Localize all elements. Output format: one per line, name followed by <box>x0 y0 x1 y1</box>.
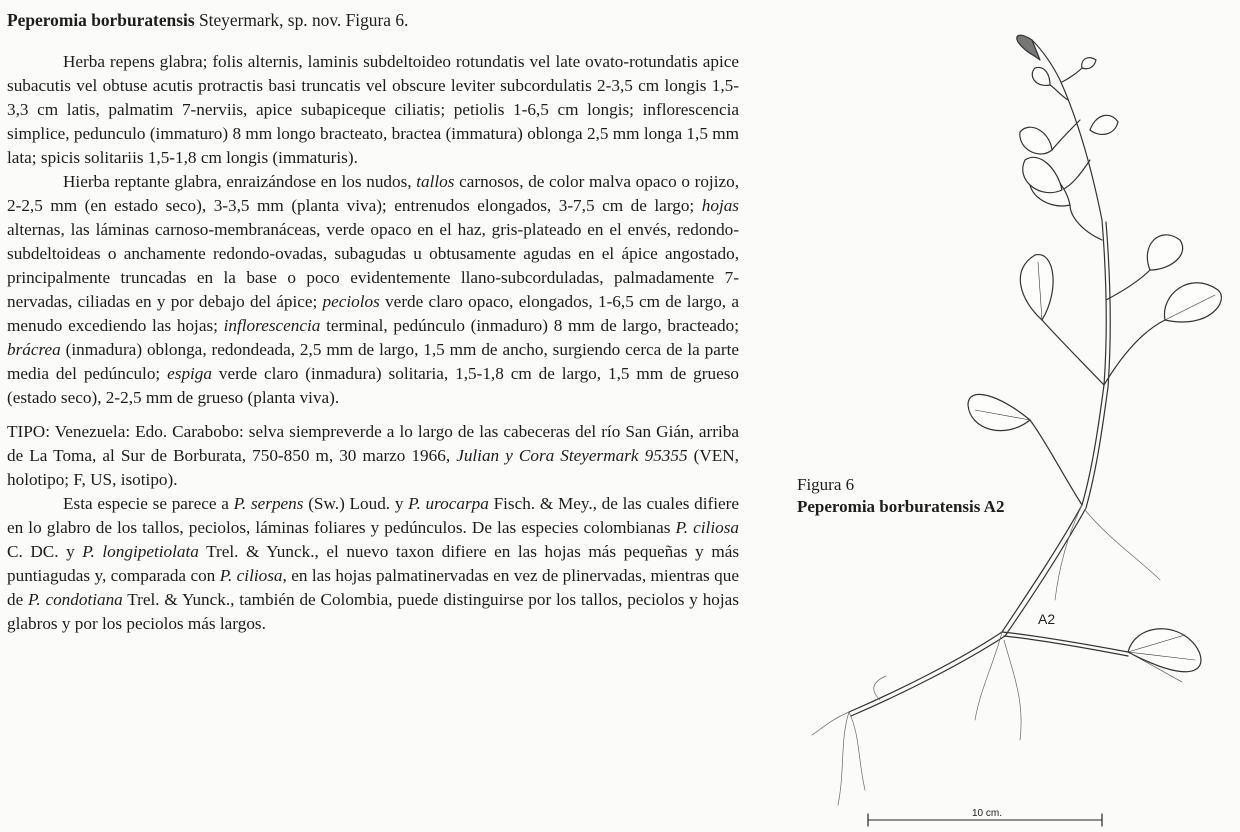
species-heading <box>7 8 739 32</box>
term-hojas: hojas <box>701 196 739 215</box>
plant-drawing <box>800 20 1240 832</box>
species-name: Peperomia borburatensis <box>7 10 195 30</box>
spanish-text-1: Hierba reptante glabra, enraizándose en los nudos, <box>63 172 417 191</box>
latin-description: Herba repens glabra; folis alternis, laminis subdeltoideo rotundatis vel late ovato-rotundatis apice subacutis vel obtuse acutis protractis basi truncatis vel obscure leviter subcordulatis 2-3,5 cm longis 1,5-3,3 cm latis, palmatim 7-nerviis, apice subapiceque ciliatis; petiolis 1-6,5 cm longis; inflorescencia simplice, pedunculo (immaturo) 8 mm longo bracteato, bractea (immatura) oblonga 2,5 mm longa 1,5 mm lata; spicis solitariis 1,5-1,8 cm longis (immaturis). <box>7 52 739 167</box>
species-authority: Steyermark, sp. nov. Figura 6. <box>194 10 409 30</box>
tipo-text-1: : Venezuela: Edo. Carabobo: selva siempreverde a lo largo de las cabeceras del río San Gián, arriba de La Toma, al Sur de Borburata, 750-850 m, 30 marzo 1966, <box>7 422 739 465</box>
figure-title: Peperomia borburatensis A2 <box>797 497 1005 516</box>
scale-bar <box>868 808 1102 826</box>
comparison-text-3: Fisch. & Mey., de las cuales difiere en lo glabro de los tallos, peciolos, láminas foliares y pedúnculos. De las especies colombianas <box>7 494 739 537</box>
term-bractea: brácrea <box>7 340 61 359</box>
node-label: A2 <box>1038 611 1056 627</box>
leaf-lower-right <box>1128 629 1201 672</box>
leaf-right-3 <box>1090 115 1118 134</box>
leaf-right-2 <box>1147 235 1182 270</box>
comparison-text-1: Esta especie se parece a <box>63 494 234 513</box>
spanish-text-2: carnosos, de color malva opaco o rojizo, 2-2,5 mm (en estado seco), 3-3,5 mm (planta viva); entrenudos elongados, 3-7,5 cm de largo; <box>7 172 739 215</box>
plant-illustration <box>800 20 1240 832</box>
leaf-left-1 <box>1020 255 1053 320</box>
species-p-longipetiolata: P. longipetiolata <box>82 542 199 561</box>
species-p-ciliosa-2: P. ciliosa <box>219 566 283 585</box>
spanish-text-3: alternas, las láminas carnoso-membranáceas, verde opaco en el haz, gris-plateado en el envés, redondo-subdeltoideas o anchamente redondo-ovadas, subagudas u obtusamente agudas en el ápice angostado, principalmente truncadas en la base o poco evidentemente llano-subcorduladas, palmadamente 7-nervadas, ciliadas en y por debajo del ápice; <box>7 220 739 311</box>
species-p-condotiana: P. condotiana <box>28 590 123 609</box>
tipo-label: TIPO <box>7 422 46 441</box>
type-specimen <box>7 420 739 492</box>
leaves <box>968 35 1221 682</box>
comparison-text-4: C. DC. y <box>7 542 83 561</box>
spanish-text-6: (inmadura) oblonga, redondeada, 2,5 mm de largo, 1,5 mm de ancho, surgiendo cerca de la parte media del pedúnculo; <box>7 340 739 383</box>
tipo-text-2: (VEN, holotipo; F, US, isotipo). <box>7 446 739 489</box>
leaf-mid-left <box>968 394 1030 430</box>
species-p-ciliosa: P. ciliosa <box>675 518 739 537</box>
term-inflorescencia: inflorescencia <box>223 316 321 335</box>
leaf-small-top <box>1082 58 1096 69</box>
spanish-text-5: terminal, pedúnculo (inmaduro) 8 mm de largo, bracteado; <box>320 316 739 335</box>
comparison-text-2: (Sw.) Loud. y <box>303 494 409 513</box>
leaf-small-upper <box>1032 67 1050 85</box>
comparison-text-5: Trel. & Yunck., el nuevo taxon difiere en las hojas más pequeñas y más puntiagudas y, comparada con <box>7 542 740 585</box>
collector-number: Julian y Cora Steyermark 95355 <box>456 446 688 465</box>
spanish-description <box>7 170 739 410</box>
text-column <box>7 8 739 636</box>
stem <box>849 40 1128 716</box>
comparison-paragraph <box>7 492 739 636</box>
inflorescence-spike <box>1017 35 1040 60</box>
comparison-text-7: Trel. & Yunck., también de Colombia, puede distinguirse por los tallos, peciolos y hojas glabros y por los peciolos más largos. <box>7 590 739 633</box>
spanish-text-4: verde claro opaco, elongados, 1-6,5 cm de largo, a menudo excediendo las hojas; <box>7 292 739 335</box>
figure-number: Figura 6 <box>797 475 855 494</box>
term-tallos: tallos <box>416 172 455 191</box>
spanish-text-7: verde claro (inmadura) solitaria, 1,5-1,8 cm de largo, 1,5 mm de grueso (estado seco), 2-2,5 mm de grueso (planta viva). <box>7 364 740 407</box>
leaf-left-4 <box>1020 127 1052 154</box>
term-espiga: espiga <box>167 364 212 383</box>
species-p-serpens: P. serpens <box>233 494 304 513</box>
leaf-left-3 <box>1023 157 1062 192</box>
comparison-text-6: , en las hojas palmatinervadas en vez de plinervadas, mientras que de <box>7 566 739 609</box>
species-p-urocarpa: P. urocarpa <box>408 494 489 513</box>
scale-label: 10 cm. <box>972 808 1003 819</box>
term-peciolos: peciolos <box>322 292 380 311</box>
roots <box>812 505 1160 805</box>
